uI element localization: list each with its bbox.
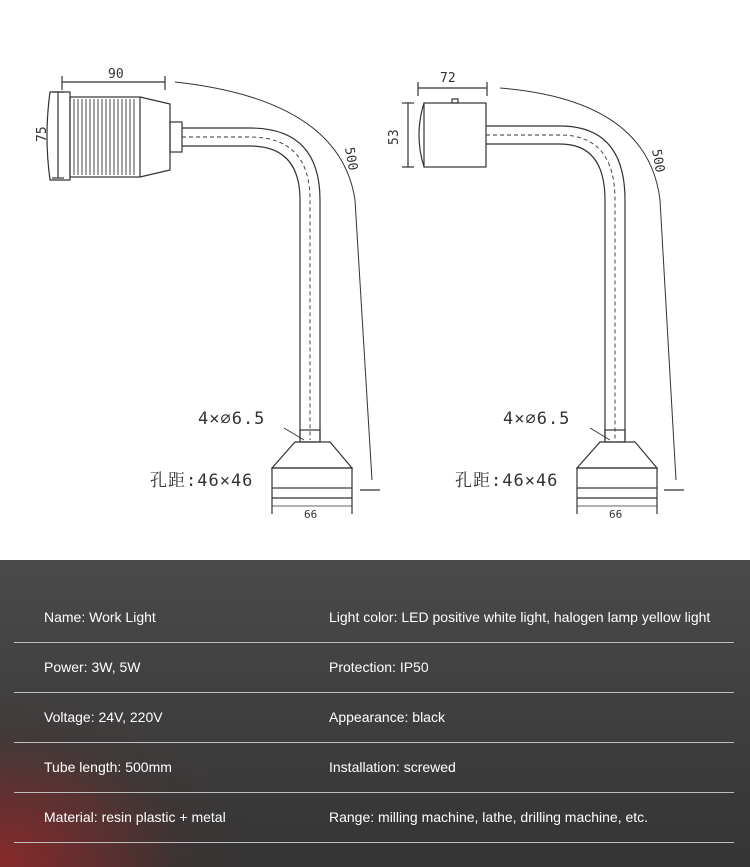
spec-material: Material: resin plastic + metal xyxy=(44,809,226,825)
spec-protection: Protection: IP50 xyxy=(329,659,429,675)
right-hole-distance: 孔距:46×46 xyxy=(455,471,559,491)
spec-table xyxy=(0,560,750,867)
spec-tube-length: Tube length: 500mm xyxy=(44,759,172,775)
spec-installation: Installation: screwed xyxy=(329,759,456,775)
left-dim-width: 90 xyxy=(108,67,124,82)
right-dim-length: 500 xyxy=(648,148,667,174)
left-hole-distance: 孔距:46×46 xyxy=(150,471,254,491)
spec-row xyxy=(14,643,734,693)
spec-appearance: Appearance: black xyxy=(329,709,445,725)
left-lamp-drawing xyxy=(47,76,380,514)
right-lamp-drawing xyxy=(402,82,684,514)
spec-power: Power: 3W, 5W xyxy=(44,659,141,675)
spec-row xyxy=(14,793,734,843)
left-base-width: 66 xyxy=(304,508,318,521)
right-dim-height: 53 xyxy=(387,129,402,145)
right-base-width: 66 xyxy=(609,508,623,521)
left-hole-spec: 4×∅6.5 xyxy=(198,409,266,429)
left-dim-height: 75 xyxy=(35,126,50,142)
spec-name: Name: Work Light xyxy=(44,609,156,625)
spec-light-color: Light color: LED positive white light, halogen lamp yellow light xyxy=(329,609,711,625)
spec-voltage: Voltage: 24V, 220V xyxy=(44,709,163,725)
spec-row xyxy=(14,743,734,793)
spec-row xyxy=(14,593,734,643)
spec-range: Range: milling machine, lathe, drilling machine, etc. xyxy=(329,809,649,825)
spec-row xyxy=(14,693,734,743)
left-dim-length: 500 xyxy=(341,146,360,172)
right-dim-width: 72 xyxy=(440,71,456,86)
right-hole-spec: 4×∅6.5 xyxy=(503,409,571,429)
